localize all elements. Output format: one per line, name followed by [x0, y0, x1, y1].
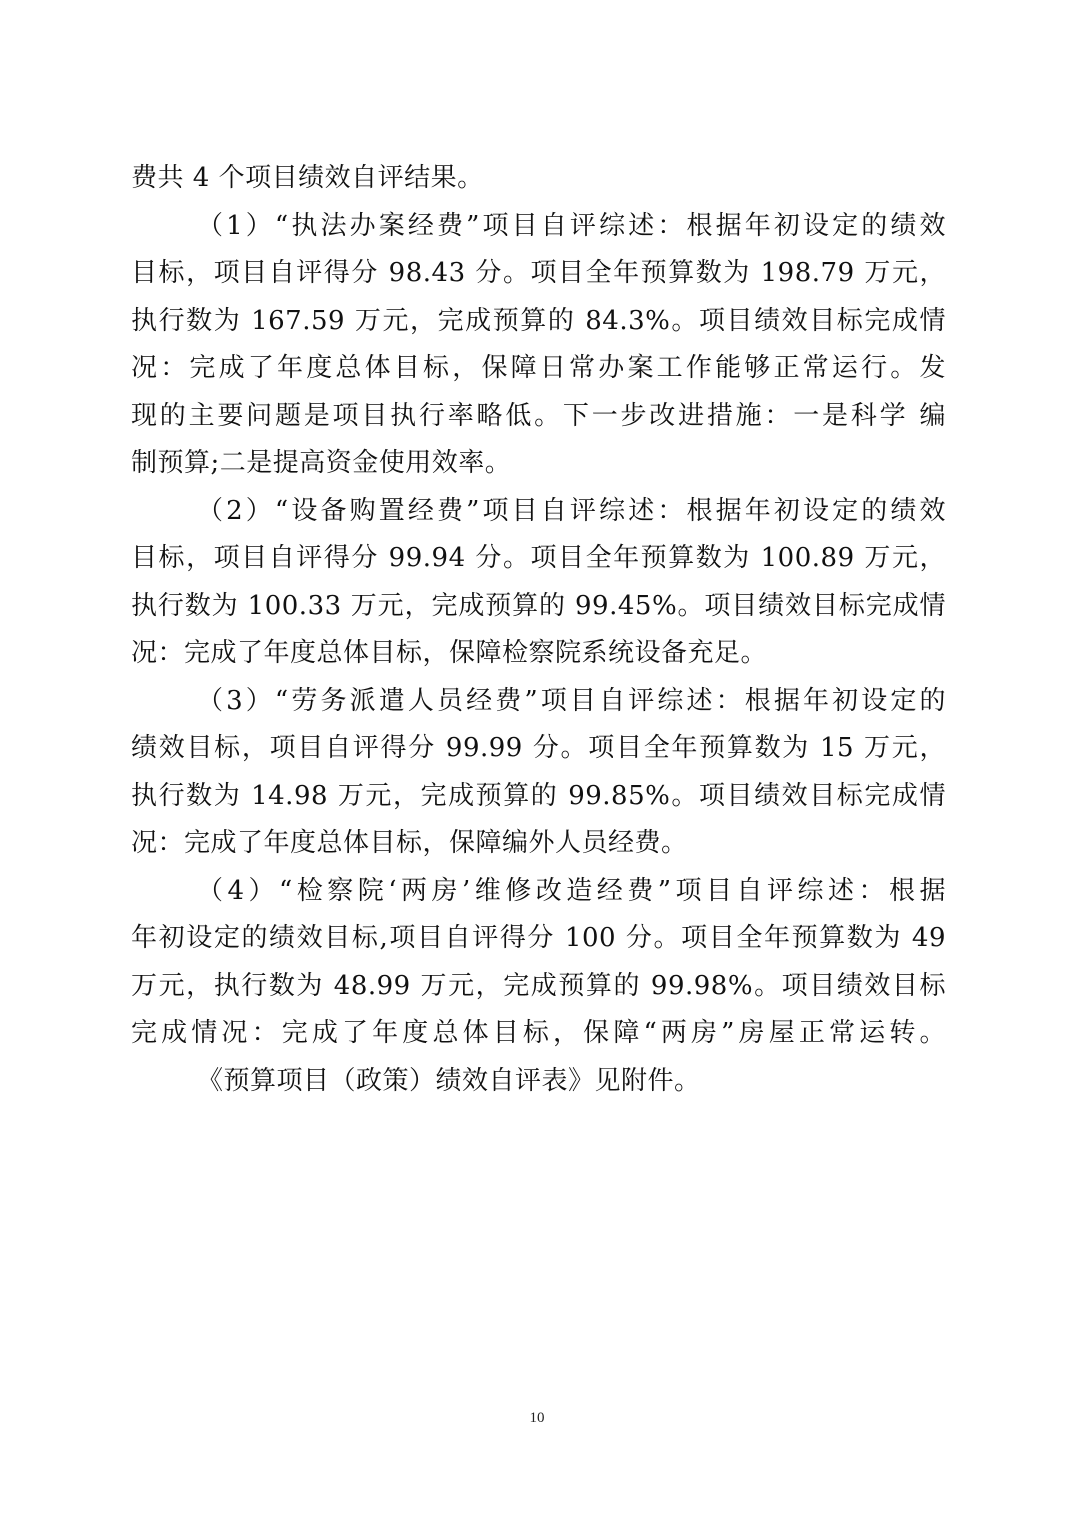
text-line: 年初设定的绩效目标,项目自评得分 100 分。项目全年预算数为 49	[131, 923, 946, 953]
paragraph-4-start: （4）“检察院‘两房’维修改造经费”项目自评综述：根据	[197, 875, 946, 906]
text-line: 绩效目标，项目自评得分 99.99 分。项目全年预算数为 15 万元，	[131, 733, 946, 763]
paragraph-3-start: （3）“劳务派遣人员经费”项目自评综述：根据年初设定的	[197, 685, 946, 716]
text-line: 况：完成了年度总体目标，保障检察院系统设备充足。	[131, 638, 768, 668]
text-line: 目标，项目自评得分 98.43 分。项目全年预算数为 198.79 万元，	[131, 258, 946, 288]
text-line: 执行数为 100.33 万元，完成预算的 99.45%。项目绩效目标完成情	[131, 590, 946, 621]
text-line: 目标，项目自评得分 99.94 分。项目全年预算数为 100.89 万元，	[131, 543, 946, 573]
text-line: 执行数为 14.98 万元，完成预算的 99.85%。项目绩效目标完成情	[131, 780, 946, 811]
body-text	[131, 155, 946, 1105]
text-line: 况：完成了年度总体目标，保障编外人员经费。	[131, 828, 688, 858]
text-line: 现的主要问题是项目执行率略低。下一步改进措施：一是科学 编	[131, 400, 946, 431]
text-line: 制预算;二是提高资金使用效率。	[131, 448, 512, 478]
paragraph-1-start: （1）“执法办案经费”项目自评综述：根据年初设定的绩效	[197, 210, 946, 241]
text-line: 完成情况：完成了年度总体目标，保障“两房”房屋正常运转。	[131, 1018, 946, 1048]
text-line: 万元，执行数为 48.99 万元，完成预算的 99.98%。项目绩效目标	[131, 970, 946, 1001]
text-line: 费共 4 个项目绩效自评结果。	[131, 163, 484, 193]
paragraph-2-start: （2）“设备购置经费”项目自评综述：根据年初设定的绩效	[197, 495, 946, 526]
page-number: 10	[529, 1410, 545, 1426]
attachment-note: 《预算项目（政策）绩效自评表》见附件。	[197, 1065, 701, 1096]
text-line: 况：完成了年度总体目标，保障日常办案工作能够正常运行。发	[131, 353, 946, 383]
text-line: 执行数为 167.59 万元，完成预算的 84.3%。项目绩效目标完成情	[131, 305, 946, 336]
